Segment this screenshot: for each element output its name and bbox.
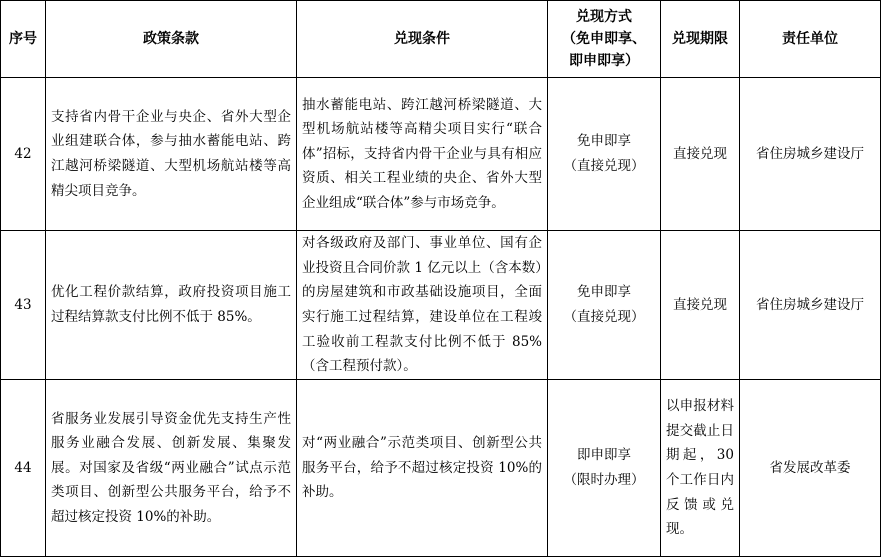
row-condition: 抽水蓄能电站、跨江越河桥梁隧道、大型机场航站楼等高精尖项目实行“联合体”招标，支持省内骨干企业与具有相应资质、相关工程业绩的央企、省外大型企业组成“联合体”参与市场竞争。 xyxy=(297,78,548,231)
row-seq: 44 xyxy=(1,380,46,557)
row-method xyxy=(548,78,661,231)
header-method-line3: 即申即享） xyxy=(569,53,639,69)
row-seq: 43 xyxy=(1,231,46,380)
row-method xyxy=(548,231,661,380)
row-method-line2: （限时办理） xyxy=(563,472,645,488)
row-policy: 省服务业发展引导资金优先支持生产性服务业融合发展、创新发展、集聚发展。对国家及省级“两业融合”试点示范类项目、创新型公共服务平台，给予不超过核定投资 10%的补助。 xyxy=(46,380,297,557)
header-period: 兑现期限 xyxy=(661,1,740,78)
row-unit: 省发展改革委 xyxy=(740,380,881,557)
row-method-line2: （直接兑现） xyxy=(563,309,645,325)
row-unit: 省住房城乡建设厅 xyxy=(740,231,881,380)
header-unit: 责任单位 xyxy=(740,1,881,78)
header-method xyxy=(548,1,661,78)
row-condition: 对各级政府及部门、事业单位、国有企业投资且合同价款 1 亿元以上（含本数）的房屋建筑和市政基础设施项目，全面实行施工过程结算，建设单位在工程竣工验收前工程款支付比例不低于 85%（含工程预付款）。 xyxy=(297,231,548,380)
row-period: 直接兑现 xyxy=(661,78,740,231)
header-policy: 政策条款 xyxy=(46,1,297,78)
row-period: 直接兑现 xyxy=(661,231,740,380)
table-row xyxy=(1,380,881,557)
header-method-line1: 兑现方式 xyxy=(576,9,632,25)
row-condition: 对“两业融合”示范类项目、创新型公共服务平台，给予不超过核定投资 10%的补助。 xyxy=(297,380,548,557)
row-method-line1: 即申即享 xyxy=(577,447,631,464)
header-condition: 兑现条件 xyxy=(297,1,548,78)
row-seq: 42 xyxy=(1,78,46,231)
row-method-line1: 免申即享 xyxy=(577,284,631,301)
row-period: 以申报材料提交截止日期起，30 个工作日内反馈或兑现。 xyxy=(661,380,740,557)
row-method-line2: （直接兑现） xyxy=(563,158,645,174)
row-policy: 优化工程价款结算，政府投资项目施工过程结算款支付比例不低于 85%。 xyxy=(46,231,297,380)
table-row xyxy=(1,231,881,380)
row-method-line1: 免申即享 xyxy=(577,133,631,150)
row-unit: 省住房城乡建设厅 xyxy=(740,78,881,231)
header-row xyxy=(1,1,881,78)
header-method-line2: （免申即享、 xyxy=(562,31,646,47)
table-row xyxy=(1,78,881,231)
row-policy: 支持省内骨干企业与央企、省外大型企业组建联合体，参与抽水蓄能电站、跨江越河桥梁隧道、大型机场航站楼等高精尖项目竞争。 xyxy=(46,78,297,231)
header-seq: 序号 xyxy=(1,1,46,78)
row-method xyxy=(548,380,661,557)
